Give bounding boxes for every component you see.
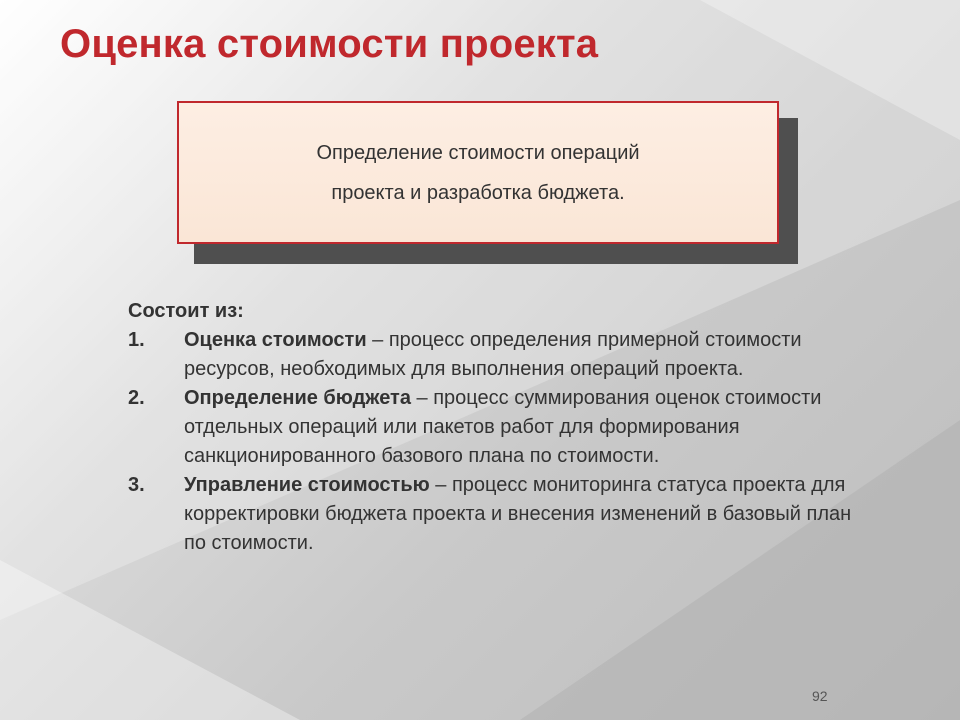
content-body [128,297,868,558]
list-item-term: Оценка стоимости [184,329,367,351]
list-item [128,384,868,471]
slide-title: Оценка стоимости проекта [60,22,599,66]
definition-line-2: проекта и разработка бюджета. [331,181,625,204]
definition-line-1: Определение стоимости операций [316,141,640,164]
list-item-number: 2. [128,387,145,409]
list-item-number: 1. [128,329,145,351]
list-item-description: – процесс мониторинга статуса проекта для корректировки бюджета проекта и внесения изменений в базовый план по стоимости. [184,474,852,554]
slide-page-number: 92 [812,688,828,704]
list-item-term: Управление стоимостью [184,474,430,496]
list-item-term: Определение бюджета [184,387,411,409]
definition-box [177,101,779,244]
list-item [128,326,868,384]
list-item [128,471,868,558]
numbered-list [128,326,868,558]
list-item-description: – процесс суммирования оценок стоимости отдельных операций или пакетов работ для формирования санкционированного базового плана по стоимости. [184,387,822,467]
list-item-number: 3. [128,474,145,496]
list-item-description: – процесс определения примерной стоимости ресурсов, необходимых для выполнения операций проекта. [184,329,802,380]
list-intro: Состоит из: [128,300,244,322]
